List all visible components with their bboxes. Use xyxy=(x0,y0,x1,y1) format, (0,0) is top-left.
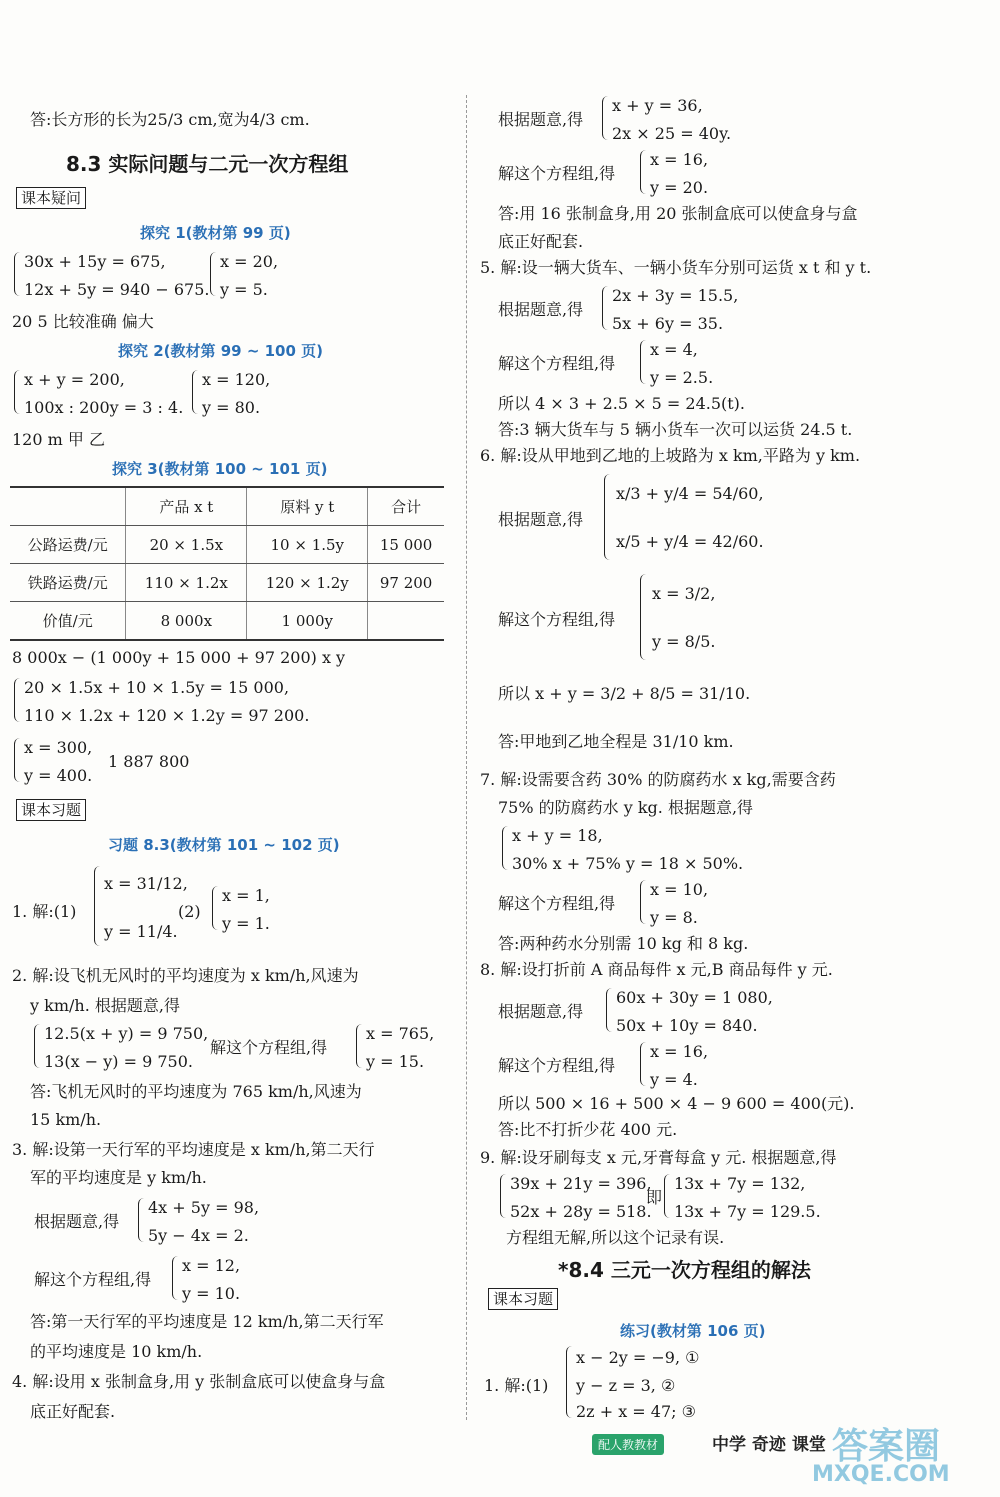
brace xyxy=(664,1174,670,1218)
equation: 13x + 7y = 129.5. xyxy=(674,1202,821,1221)
brace xyxy=(210,252,216,296)
section-title-8-4: *8.4 三元一次方程组的解法 xyxy=(558,1258,811,1282)
solution: x = 16, xyxy=(650,150,709,169)
box-label-exercises: 课本习题 xyxy=(488,1288,558,1310)
table-cell: 公路运费/元 xyxy=(10,526,126,564)
solution: y = 80. xyxy=(202,398,261,417)
table-cell xyxy=(368,602,444,641)
solution: x = 120, xyxy=(202,370,271,389)
brace xyxy=(602,286,608,330)
table-cell: 8 000x xyxy=(126,602,247,641)
answer-line: 答:长方形的长为25/3 cm,宽为4/3 cm. xyxy=(30,110,310,129)
brace xyxy=(14,738,20,782)
section-title-8-3: 8.3 实际问题与二元一次方程组 xyxy=(66,152,349,176)
watermark-logo: 答案圈 xyxy=(832,1426,941,1467)
step-text: 解这个方程组,得 xyxy=(498,610,616,629)
equation: 2z + x = 47; ③ xyxy=(576,1402,696,1421)
table-cell: 1 000y xyxy=(247,602,368,641)
solution: y = 11/4. xyxy=(104,922,178,941)
solution: x = 1, xyxy=(222,886,270,905)
conclusion-text: 方程组无解,所以这个记录有误. xyxy=(506,1228,725,1247)
explore-3-title: 探究 3(教材第 100 ~ 101 页) xyxy=(112,460,328,478)
question-label: (2) xyxy=(178,902,201,921)
table-cell: 15 000 xyxy=(368,526,444,564)
table-row xyxy=(10,564,444,602)
equation: 5x + 6y = 35. xyxy=(612,314,724,333)
brace xyxy=(94,866,100,946)
table-cell: 原料 y t xyxy=(247,487,368,526)
expression: 8 000x − (1 000y + 15 000 + 97 200) x y xyxy=(12,648,346,667)
calc-text: 所以 500 × 16 + 500 × 4 − 9 600 = 400(元). xyxy=(498,1094,855,1113)
problem-text: 9. 解:设牙刷每支 x 元,牙膏每盒 y 元. 根据题意,得 xyxy=(480,1148,837,1167)
answer-text: 答:比不打折少花 400 元. xyxy=(498,1120,678,1139)
brace xyxy=(14,370,20,414)
calc-text: 所以 x + y = 3/2 + 8/5 = 31/10. xyxy=(498,684,751,703)
equation: y − z = 3, ② xyxy=(576,1376,676,1395)
solution: x = 4, xyxy=(650,340,698,359)
table-cell: 110 × 1.2x xyxy=(126,564,247,602)
table-cell: 120 × 1.2y xyxy=(247,564,368,602)
calc-text: 所以 4 × 3 + 2.5 × 5 = 24.5(t). xyxy=(498,394,746,413)
step-text: 根据题意,得 xyxy=(34,1212,120,1231)
answer-text: 答:3 辆大货车与 5 辆小货车一次可以运货 24.5 t. xyxy=(498,420,853,439)
problem-text: 3. 解:设第一天行军的平均速度是 x km/h,第二天行 xyxy=(12,1140,375,1159)
brace xyxy=(34,1024,40,1068)
equation: 52x + 28y = 518. xyxy=(510,1202,652,1221)
brace xyxy=(566,1346,572,1418)
equation: 50x + 10y = 840. xyxy=(616,1016,758,1035)
equation: 60x + 30y = 1 080, xyxy=(616,988,773,1007)
equation: 30x + 15y = 675, xyxy=(24,252,166,271)
equation: x + y = 36, xyxy=(612,96,703,115)
problem-text: 4. 解:设用 x 张制盒身,用 y 张制盒底可以使盒身与盒 xyxy=(12,1372,386,1391)
equation: 39x + 21y = 396, xyxy=(510,1174,652,1193)
solution: y = 10. xyxy=(182,1284,241,1303)
table-cell xyxy=(10,487,126,526)
brace xyxy=(502,826,508,870)
brand-logo: 中学 奇迹 课堂 xyxy=(712,1435,826,1455)
brace xyxy=(602,96,608,140)
table-cell: 铁路运费/元 xyxy=(10,564,126,602)
step-text: 解这个方程组,得 xyxy=(498,164,616,183)
answer-text: 的平均速度是 10 km/h. xyxy=(30,1342,203,1361)
equation: 13x + 7y = 132, xyxy=(674,1174,806,1193)
answer-fill: 20 5 比较准确 偏大 xyxy=(12,312,154,331)
answer-fill: 1 887 800 xyxy=(108,752,190,771)
brace xyxy=(356,1024,362,1068)
brace xyxy=(212,886,218,930)
step-text: 解这个方程组,得 xyxy=(498,1056,616,1075)
step-text: 解这个方程组,得 xyxy=(498,894,616,913)
box-label-exercises: 课本习题 xyxy=(16,799,86,821)
column-divider xyxy=(466,95,467,1420)
brace xyxy=(640,574,646,660)
step-text: 根据题意,得 xyxy=(498,1002,584,1021)
edition-badge: 配人教教材 xyxy=(592,1434,664,1455)
answer-text: 15 km/h. xyxy=(30,1110,102,1129)
solution: y = 1. xyxy=(222,914,270,933)
equation: x + y = 18, xyxy=(512,826,603,845)
solution: y = 8. xyxy=(650,908,698,927)
problem-text: 2. 解:设飞机无风时的平均速度为 x km/h,风速为 xyxy=(12,966,359,985)
problem-text: y km/h. 根据题意,得 xyxy=(30,996,180,1015)
table-row xyxy=(10,487,444,526)
table-row xyxy=(10,526,444,564)
equation: 4x + 5y = 98, xyxy=(148,1198,260,1217)
equation: 30% x + 75% y = 18 × 50%. xyxy=(512,854,744,873)
solution: x = 20, xyxy=(220,252,279,271)
table-cell: 价值/元 xyxy=(10,602,126,641)
watermark-url: MXQE.COM xyxy=(812,1462,950,1487)
table-cell: 合计 xyxy=(368,487,444,526)
problem-text: 5. 解:设一辆大货车、一辆小货车分别可运货 x t 和 y t. xyxy=(480,258,872,277)
answer-text: 答:甲地到乙地全程是 31/10 km. xyxy=(498,732,734,751)
question-label: 1. 解:(1) xyxy=(12,902,77,921)
table-cell: 10 × 1.5y xyxy=(247,526,368,564)
brace xyxy=(606,988,612,1032)
solution: y = 2.5. xyxy=(650,368,714,387)
exercise-8-3-title: 习题 8.3(教材第 101 ~ 102 页) xyxy=(108,836,340,854)
solution: x = 16, xyxy=(650,1042,709,1061)
equation: x + y = 200, xyxy=(24,370,125,389)
brace xyxy=(172,1256,178,1300)
table-row xyxy=(10,602,444,641)
equation: 5y − 4x = 2. xyxy=(148,1226,249,1245)
brace xyxy=(192,370,198,414)
explore-1-title: 探究 1(教材第 99 页) xyxy=(140,224,291,242)
brace xyxy=(138,1198,144,1242)
equation: 2x + 3y = 15.5, xyxy=(612,286,739,305)
solution: y = 15. xyxy=(366,1052,425,1071)
step-text: 根据题意,得 xyxy=(498,300,584,319)
brace xyxy=(640,150,646,194)
solution: x = 12, xyxy=(182,1256,241,1275)
table-cell: 产品 x t xyxy=(126,487,247,526)
freight-table xyxy=(10,486,444,641)
explore-2-title: 探究 2(教材第 99 ~ 100 页) xyxy=(118,342,324,360)
equation: 12.5(x + y) = 9 750, xyxy=(44,1024,209,1043)
brace xyxy=(640,1042,646,1086)
problem-text: 8. 解:设打折前 A 商品每件 x 元,B 商品每件 y 元. xyxy=(480,960,833,979)
equation: x/3 + y/4 = 54/60, xyxy=(616,484,764,503)
step-text: 解这个方程组,得 xyxy=(34,1270,152,1289)
equation: x/5 + y/4 = 42/60. xyxy=(616,532,764,551)
table-cell: 20 × 1.5x xyxy=(126,526,247,564)
solution: x = 10, xyxy=(650,880,709,899)
solution: y = 4. xyxy=(650,1070,698,1089)
equation: x − 2y = −9, ① xyxy=(576,1348,700,1367)
problem-text: 6. 解:设从甲地到乙地的上坡路为 x km,平路为 y km. xyxy=(480,446,861,465)
brace xyxy=(604,474,610,560)
brace xyxy=(14,252,20,296)
equation: 12x + 5y = 940 − 675. xyxy=(24,280,210,299)
problem-text: 底正好配套. xyxy=(30,1402,116,1421)
answer-text: 答:用 16 张制盒身,用 20 张制盒底可以使盒身与盒 xyxy=(498,204,858,223)
answer-text: 底正好配套. xyxy=(498,232,584,251)
solution: y = 8/5. xyxy=(652,632,716,651)
solution: y = 20. xyxy=(650,178,709,197)
answer-text: 答:第一天行军的平均速度是 12 km/h,第二天行军 xyxy=(30,1312,384,1331)
table-cell: 97 200 xyxy=(368,564,444,602)
brace xyxy=(500,1174,506,1218)
equation: 13(x − y) = 9 750. xyxy=(44,1052,193,1071)
problem-text: 75% 的防腐药水 y kg. 根据题意,得 xyxy=(498,798,754,817)
brace xyxy=(14,678,20,722)
problem-text: 7. 解:设需要含药 30% 的防腐药水 x kg,需要含药 xyxy=(480,770,836,789)
solution: x = 3/2, xyxy=(652,584,716,603)
equation: 100x : 200y = 3 : 4. xyxy=(24,398,184,417)
step-text: 根据题意,得 xyxy=(498,510,584,529)
equation: 20 × 1.5x + 10 × 1.5y = 15 000, xyxy=(24,678,290,697)
answer-text: 答:两种药水分别需 10 kg 和 8 kg. xyxy=(498,934,749,953)
equation: 110 × 1.2x + 120 × 1.2y = 97 200. xyxy=(24,706,310,725)
step-text: 解这个方程组,得 xyxy=(498,354,616,373)
solution: x = 765, xyxy=(366,1024,435,1043)
question-label: 1. 解:(1) xyxy=(484,1376,549,1395)
solution: y = 5. xyxy=(220,280,268,299)
step-text: 根据题意,得 xyxy=(498,110,584,129)
solution: y = 400. xyxy=(24,766,93,785)
practice-title: 练习(教材第 106 页) xyxy=(620,1322,766,1340)
answer-fill: 120 m 甲 乙 xyxy=(12,430,105,449)
answer-text: 答:飞机无风时的平均速度为 765 km/h,风速为 xyxy=(30,1082,362,1101)
problem-text: 军的平均速度是 y km/h. xyxy=(30,1168,207,1187)
box-label-questions: 课本疑问 xyxy=(16,187,86,209)
brace xyxy=(640,880,646,924)
brace xyxy=(640,340,646,384)
step-text: 即 xyxy=(646,1188,663,1207)
equation: 2x × 25 = 40y. xyxy=(612,124,732,143)
step-text: 解这个方程组,得 xyxy=(210,1038,328,1057)
solution: x = 300, xyxy=(24,738,93,757)
solution: x = 31/12, xyxy=(104,874,188,893)
